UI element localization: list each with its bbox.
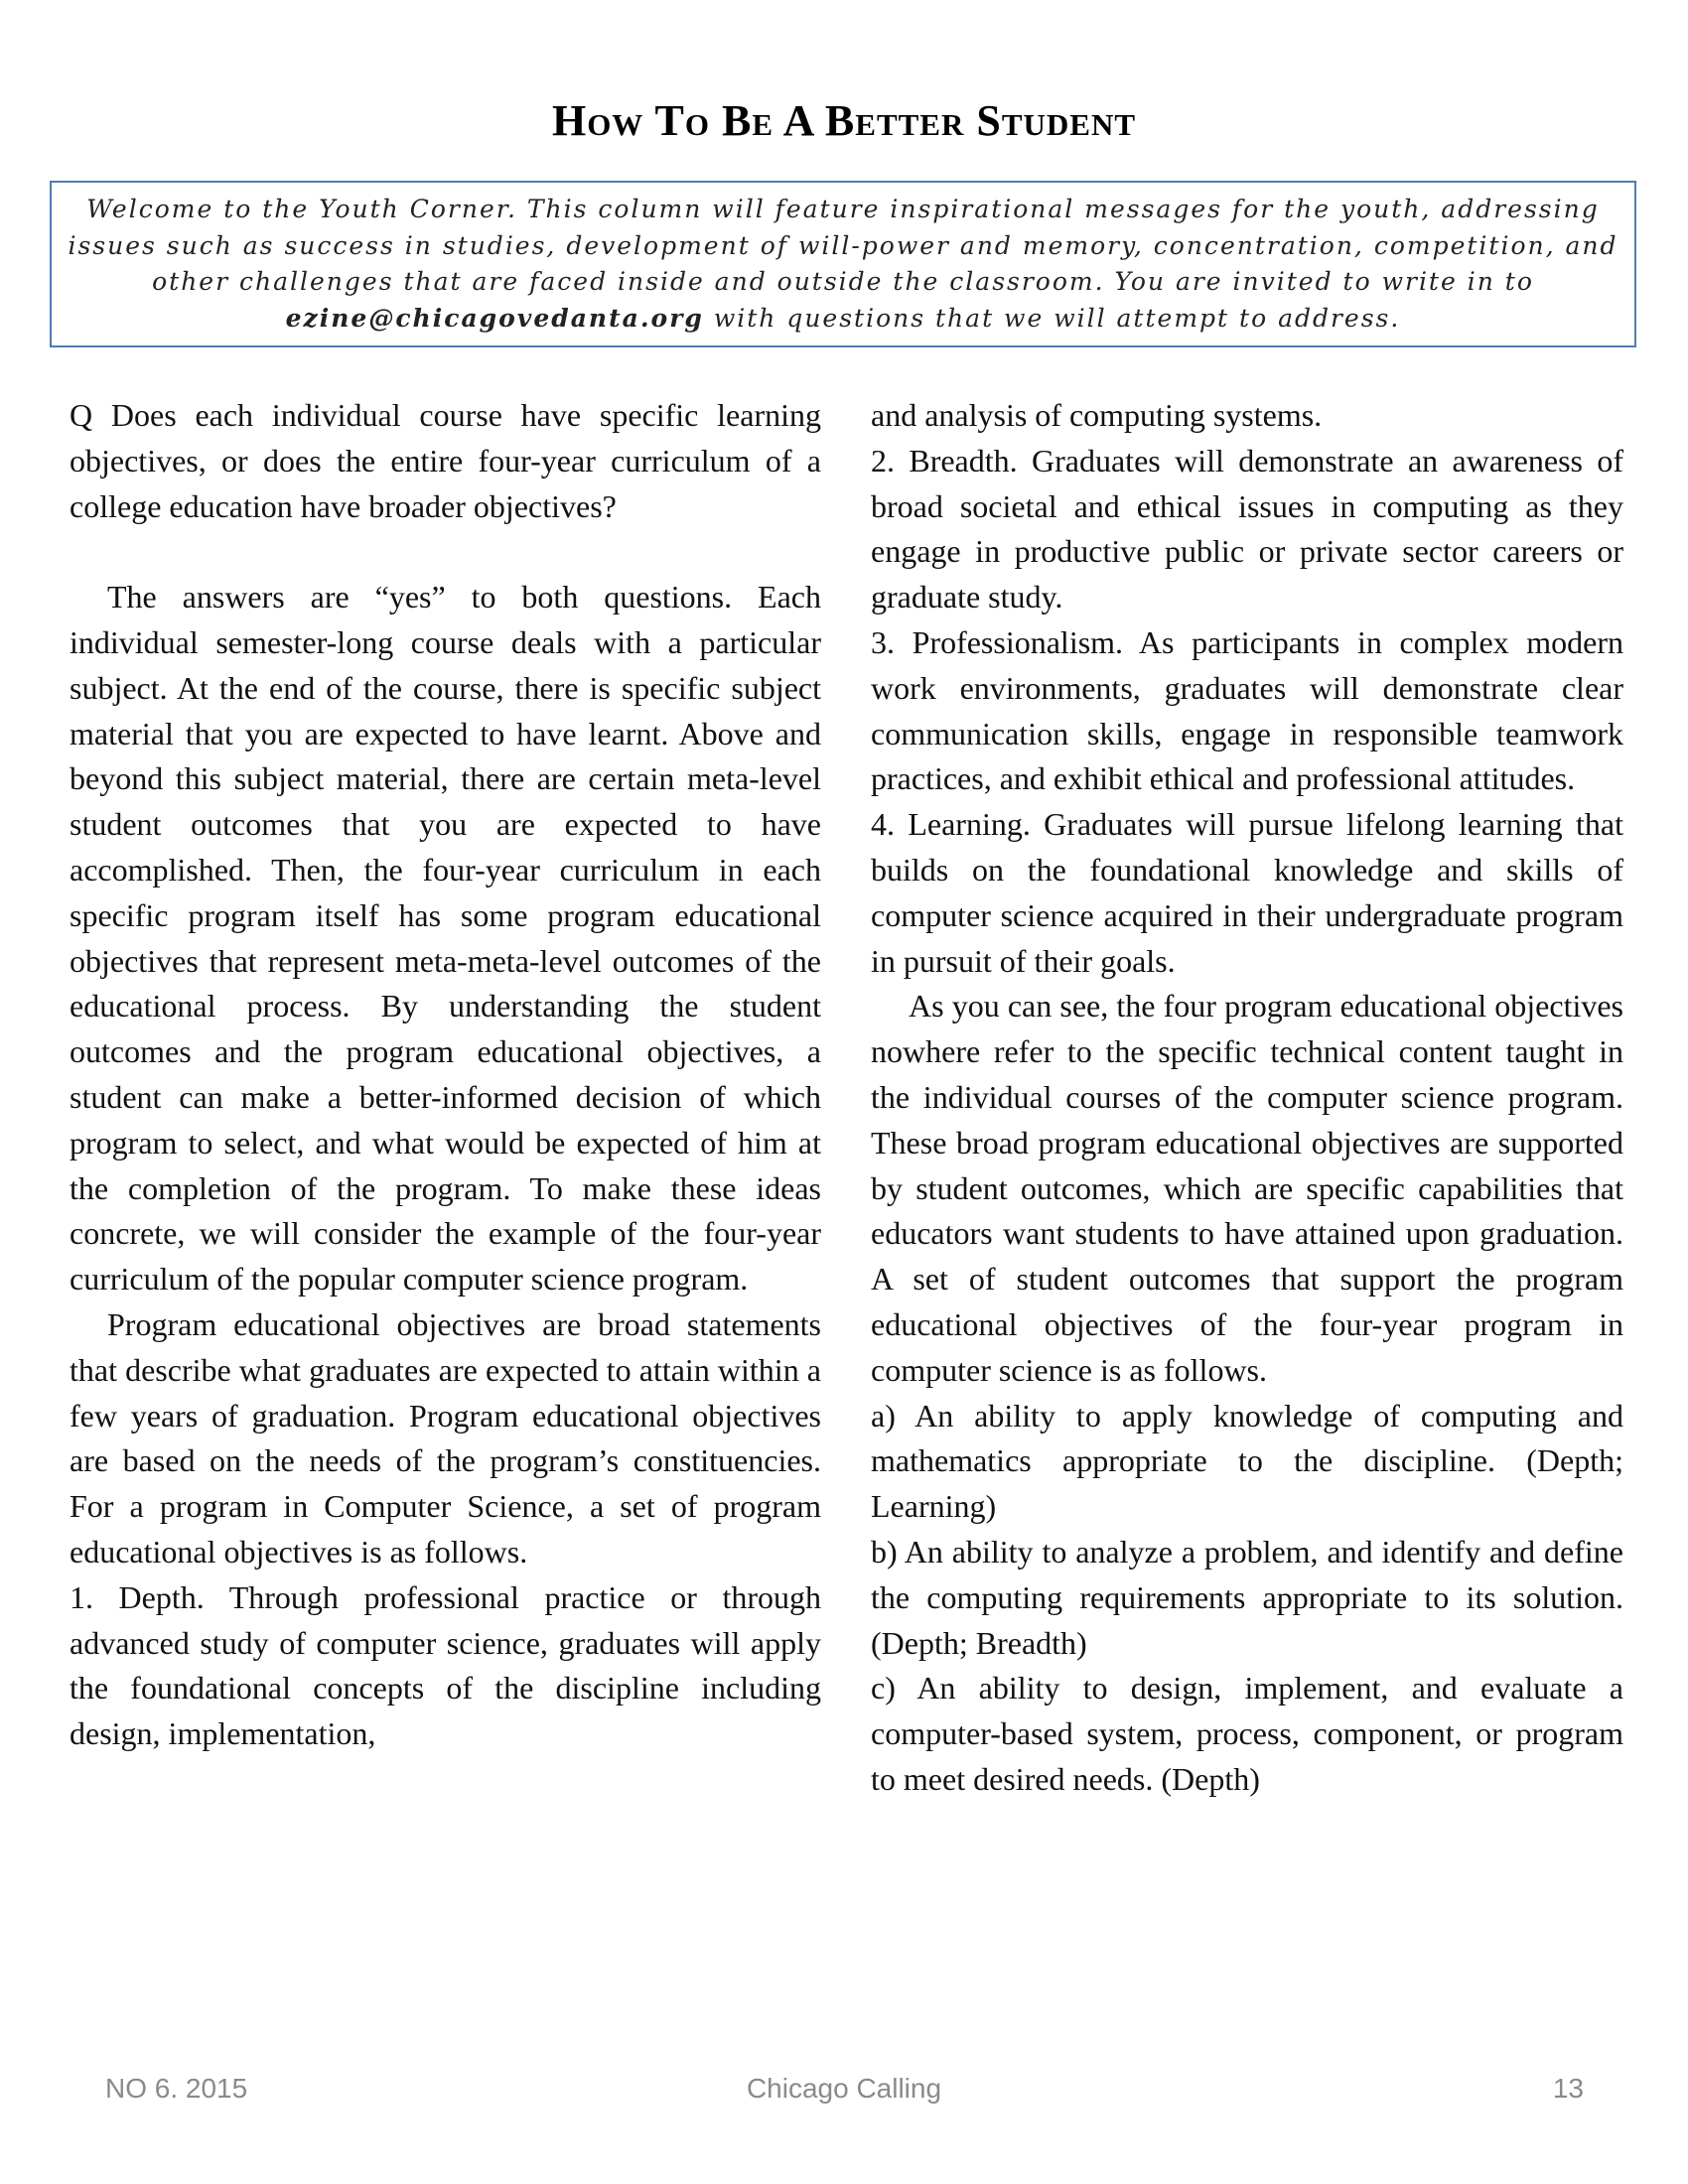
article-title: How To Be A Better Student — [551, 96, 1137, 145]
objectives-paragraph: Program educational objectives are broad statements that describe what graduates are expected to attain within a few years of graduation. Program educational objectives are based on the needs of the program’s constituencies. For a program in Computer Science, a set of program educational objectives is as follows. — [70, 1305, 821, 1570]
contact-email-link[interactable]: ezine@chicagovedanta.org — [285, 303, 704, 333]
article-column-left — [70, 393, 821, 1757]
footer-issue: NO 6. 2015 — [105, 2073, 248, 2104]
article-column-right — [871, 393, 1623, 1803]
footer-publication: Chicago Calling — [746, 2073, 942, 2104]
outcome-item-b: b) An ability to analyze a problem, and identify and define the computing requirements appropriate to its solution. (Depth; Breadth) — [871, 1533, 1623, 1661]
footer-page-number: 13 — [1552, 2073, 1584, 2104]
question-paragraph: Q Does each individual course have specific learning objectives, or does the entire four-year curriculum of a college education have broader objectives? — [70, 397, 821, 524]
intro-text: Welcome to the Youth Corner. This column will feature inspirational messages for the youth, addressing issues such as success in studies, development of will-power and memory, concentration, competition, and other challenges that are faced inside and outside the classroom. You are invited to write in to — [68, 195, 1618, 296]
outcomes-paragraph: As you can see, the four program educational objectives nowhere refer to the specific technical content taught in the individual courses of the computer science program. These broad program educational objectives are supported by student outcomes, which are specific capabilities that educators want students to have attained upon graduation. A set of student outcomes that support the program educational objectives of the four-year program in computer science is as follows. — [871, 988, 1623, 1388]
objective-item-depth: 1. Depth. Through professional practice or through advanced study of computer science, graduates will apply the foundational concepts of the discipline including design, implementation, — [70, 1578, 821, 1752]
outcome-item-a: a) An ability to apply knowledge of computing and mathematics appropriate to the discipline. (Depth; Learning) — [871, 1397, 1623, 1525]
answer-paragraph: The answers are “yes” to both questions. Each individual semester-long course deals with a particular subject. At the end of the course, there is specific subject material that you are expected to have learnt. Above and beyond this subject material, there are certain meta-level student outcomes that you are expected to have accomplished. Then, the four-year curriculum in each specific program itself has some program educational objectives that represent meta-meta-level outcomes of the educational process. By understanding the student outcomes and the program educational objectives, a student can make a better-informed decision of which program to select, and what would be expected of him at the completion of the program. To make these ideas concrete, we will consider the example of the four-year curriculum of the popular computer science program. — [70, 579, 821, 1297]
intro-text-end: with questions that we will attempt to address. — [703, 303, 1401, 333]
objective-item-learning: 4. Learning. Graduates will pursue lifelong learning that builds on the foundational knowledge and skills of computer science acquired in their undergraduate program in pursuit of their goals. — [871, 806, 1623, 979]
outcome-item-c: c) An ability to design, implement, and evaluate a computer-based system, process, component, or program to meet desired needs. (Depth) — [871, 1670, 1623, 1797]
youth-corner-intro-box — [50, 181, 1636, 347]
objective-item-breadth: 2. Breadth. Graduates will demonstrate an awareness of broad societal and ethical issues in computing as they engage in productive public or private sector careers or graduate study. — [871, 442, 1623, 615]
paragraph-spacer — [70, 529, 821, 575]
objective-item-depth-continued: and analysis of computing systems. — [871, 397, 1323, 433]
objective-item-professionalism: 3. Professionalism. As participants in complex modern work environments, graduates will demonstrate clear communication skills, engage in responsible teamwork practices, and exhibit ethical and professional attitudes. — [871, 623, 1623, 797]
